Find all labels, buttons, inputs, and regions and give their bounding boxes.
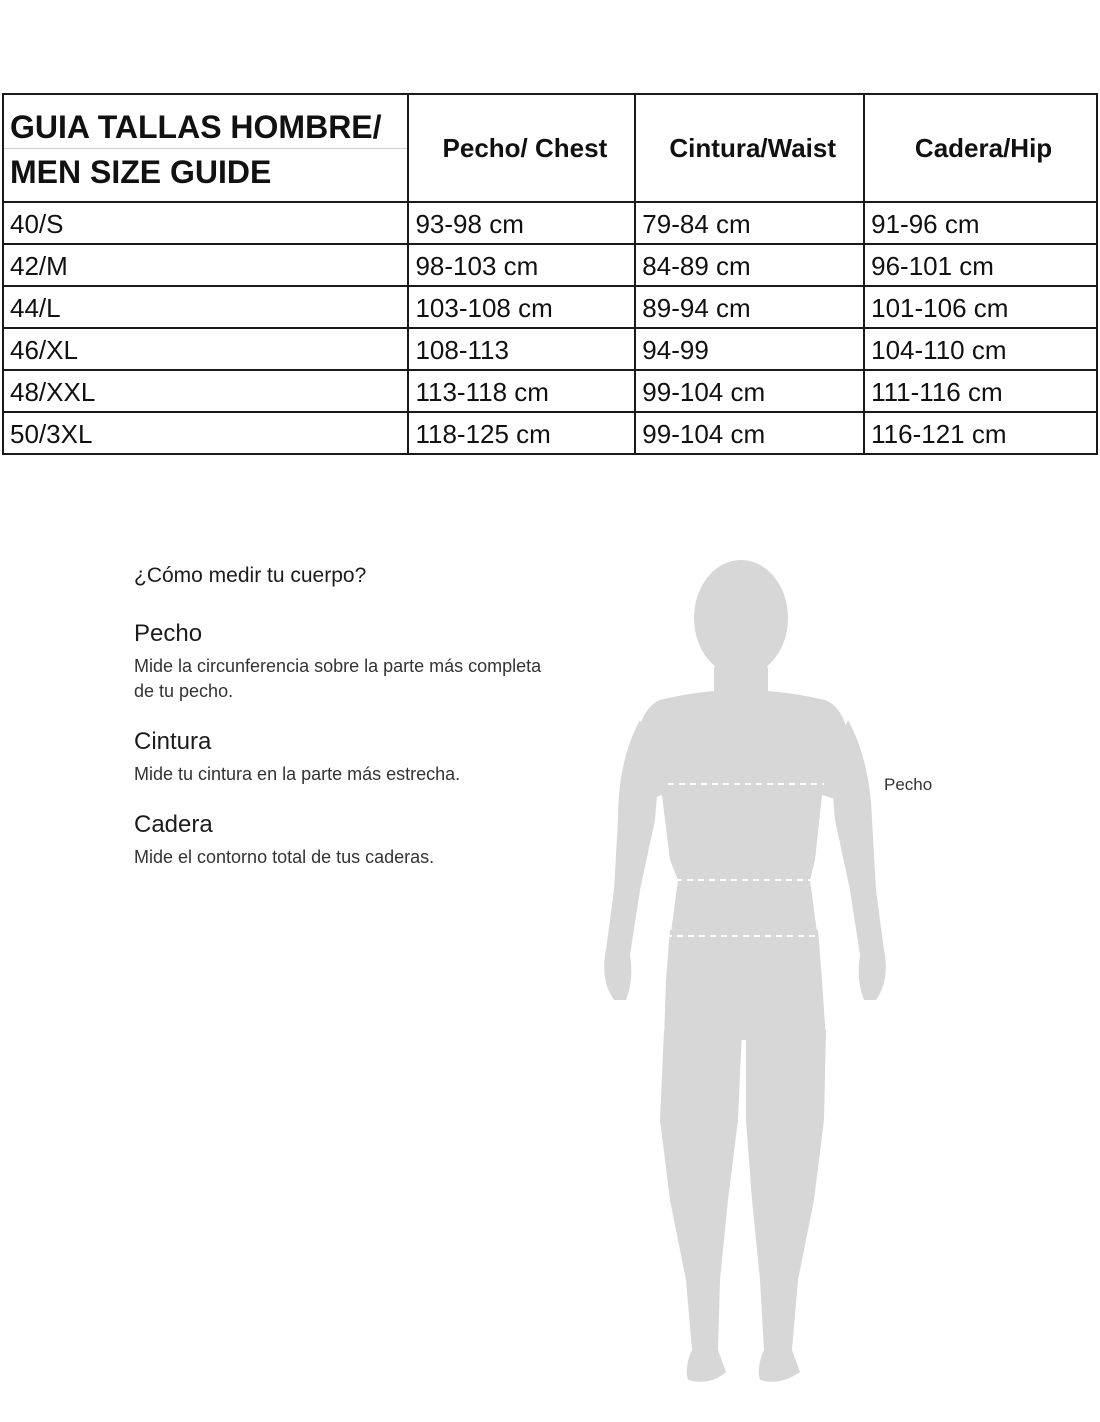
chest-cell: 103-108 cm <box>408 286 635 328</box>
guide-description-waist: Mide tu cintura en la parte más estrecha. <box>134 764 461 784</box>
body-silhouette <box>600 560 890 1400</box>
size-cell: 44/L <box>3 286 408 328</box>
silhouette-torso <box>636 690 850 940</box>
size-cell: 50/3XL <box>3 412 408 454</box>
table-title-line: MEN SIZE GUIDE <box>4 148 407 193</box>
chest-cell: 118-125 cm <box>408 412 635 454</box>
size-cell: 48/XXL <box>3 370 408 412</box>
chest-marker-label: Pecho <box>884 775 933 794</box>
column-header-chest: Pecho/ Chest <box>408 94 635 202</box>
waist-cell: 84-89 cm <box>635 244 864 286</box>
chest-cell: 108-113 <box>408 328 635 370</box>
guide-heading-hip: Cadera <box>134 811 213 838</box>
hip-cell: 96-101 cm <box>864 244 1097 286</box>
silhouette-right-arm <box>830 720 886 1000</box>
waist-cell: 89-94 cm <box>635 286 864 328</box>
silhouette-right-leg <box>746 1030 826 1382</box>
table-row <box>3 202 1097 244</box>
table-row <box>3 244 1097 286</box>
silhouette-hips <box>664 930 826 1040</box>
guide-question: ¿Cómo medir tu cuerpo? <box>134 564 367 587</box>
column-header-hip: Cadera/Hip <box>864 94 1097 202</box>
hip-cell: 101-106 cm <box>864 286 1097 328</box>
chest-cell: 93-98 cm <box>408 202 635 244</box>
guide-description-hip: Mide el contorno total de tus caderas. <box>134 847 435 867</box>
chest-cell: 98-103 cm <box>408 244 635 286</box>
table-row <box>3 286 1097 328</box>
size-cell: 42/M <box>3 244 408 286</box>
silhouette-left-arm <box>604 720 660 1000</box>
waist-cell: 99-104 cm <box>635 370 864 412</box>
guide-description-chest: Mide la circunferencia sobre la parte más completa de tu pecho. <box>134 656 542 701</box>
guide-heading-chest: Pecho <box>134 620 203 647</box>
hip-cell: 111-116 cm <box>864 370 1097 412</box>
hip-cell: 91-96 cm <box>864 202 1097 244</box>
waist-cell: 99-104 cm <box>635 412 864 454</box>
hip-cell: 104-110 cm <box>864 328 1097 370</box>
size-guide-table <box>2 93 1098 455</box>
table-title-line: GUIA TALLAS HOMBRE/ <box>10 108 382 145</box>
table-row <box>3 328 1097 370</box>
size-cell: 46/XL <box>3 328 408 370</box>
size-cell: 40/S <box>3 202 408 244</box>
column-header-waist: Cintura/Waist <box>635 94 864 202</box>
silhouette-shape <box>604 560 886 1382</box>
measure-guide <box>134 564 554 894</box>
silhouette-left-leg <box>660 1030 742 1382</box>
chest-cell: 113-118 cm <box>408 370 635 412</box>
hip-cell: 116-121 cm <box>864 412 1097 454</box>
table-title <box>3 94 408 202</box>
guide-heading-waist: Cintura <box>134 728 212 755</box>
table-row <box>3 412 1097 454</box>
waist-cell: 94-99 <box>635 328 864 370</box>
silhouette-head <box>694 560 788 676</box>
table-header-row <box>3 94 1097 202</box>
table-row <box>3 370 1097 412</box>
waist-cell: 79-84 cm <box>635 202 864 244</box>
